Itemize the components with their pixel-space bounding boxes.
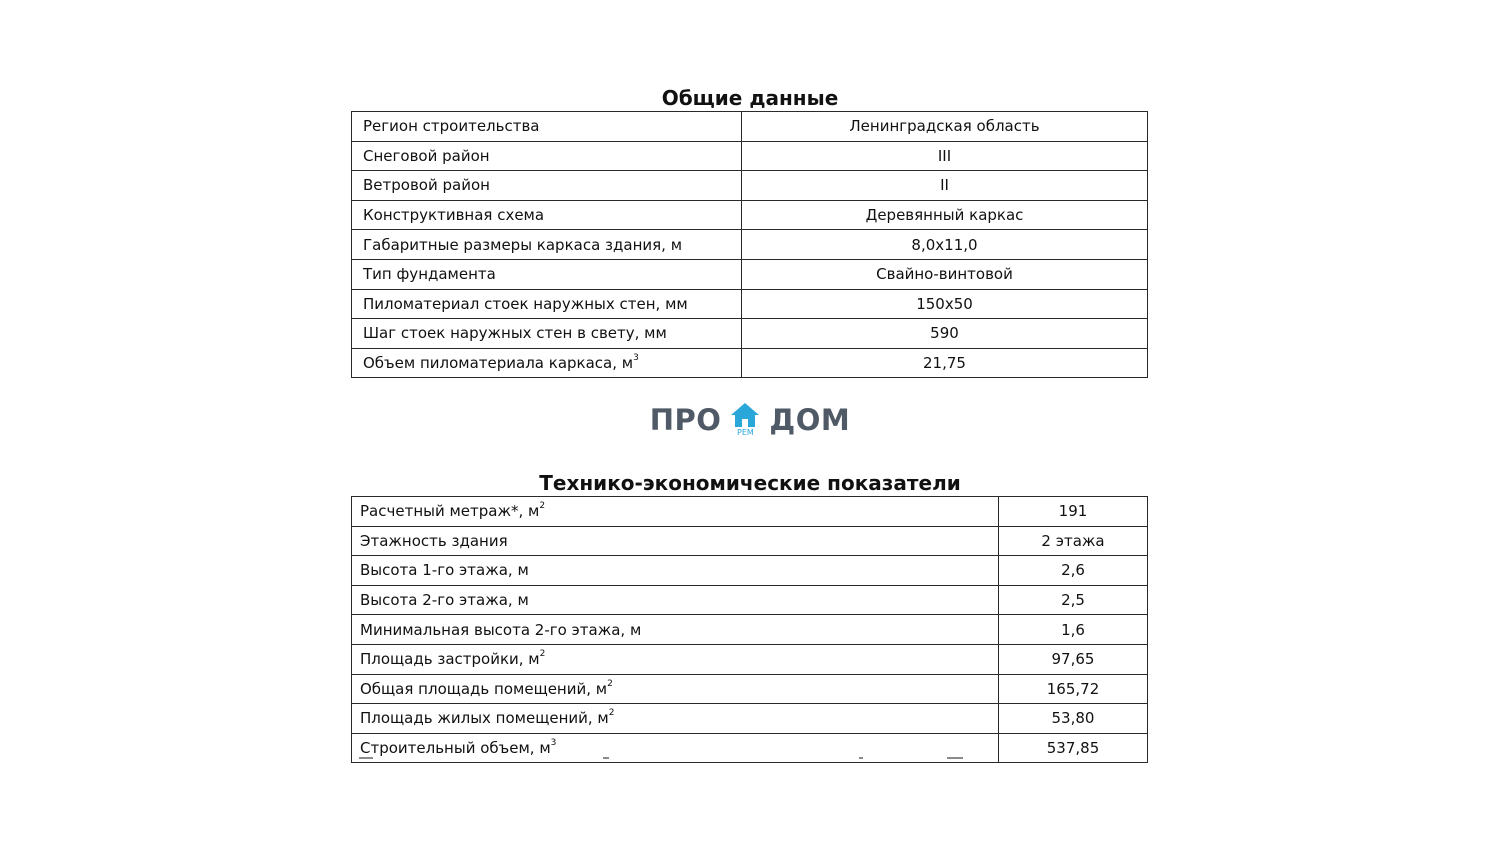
- table-row: [352, 171, 1148, 201]
- row-value: II: [940, 176, 949, 195]
- table-row: [352, 674, 1148, 704]
- row-label: Конструктивная схема: [363, 206, 545, 225]
- row-label: Пиломатериал стоек наружных стен, мм: [363, 294, 688, 313]
- row-label-cell: [352, 319, 742, 349]
- row-label-cell: [352, 171, 742, 201]
- tech-economic-title: Технико-экономические показатели: [539, 471, 961, 495]
- row-label-cell: [352, 585, 999, 615]
- row-label-cell: [352, 112, 742, 142]
- unit-exponent: 2: [608, 708, 615, 719]
- row-value-cell: [999, 497, 1148, 527]
- row-value: 8,0x11,0: [911, 235, 978, 254]
- table-row: [352, 259, 1148, 289]
- row-label: Площадь застройки, м: [360, 650, 540, 669]
- table-row: [352, 526, 1148, 556]
- row-label: Общая площадь помещений, м: [360, 679, 608, 698]
- row-value-cell: [999, 585, 1148, 615]
- row-label: Высота 1-го этажа, м: [360, 561, 529, 580]
- row-label: Строительный объем, м: [360, 739, 551, 758]
- row-label-cell: [352, 141, 742, 171]
- unit-exponent: 3: [633, 353, 639, 364]
- logo-subtext: РЕМ: [737, 428, 754, 437]
- row-label-cell: [352, 644, 999, 674]
- row-label: Этажность здания: [360, 531, 508, 550]
- row-label: Высота 2-го этажа, м: [360, 591, 529, 610]
- table-row: [352, 348, 1148, 378]
- row-value: Ленинградская область: [849, 117, 1040, 136]
- row-value: 150x50: [916, 294, 973, 313]
- logo-text-right: ДОМ: [769, 403, 851, 437]
- row-label-cell: [352, 289, 742, 319]
- table-row: [352, 585, 1148, 615]
- general-data-table: [351, 111, 1148, 378]
- row-value-cell: [742, 259, 1148, 289]
- row-label: Шаг стоек наружных стен в свету, мм: [363, 324, 667, 343]
- row-label-cell: [352, 200, 742, 230]
- row-value-cell: [742, 230, 1148, 260]
- tech-economic-table: [351, 496, 1148, 763]
- row-value: 537,85: [1046, 739, 1100, 758]
- row-label-cell: [352, 615, 999, 645]
- row-value-cell: [742, 141, 1148, 171]
- row-label: Тип фундамента: [363, 265, 496, 284]
- table-row: [352, 556, 1148, 586]
- row-value: 2,5: [1061, 591, 1085, 610]
- table-row: [352, 289, 1148, 319]
- row-value-cell: [999, 704, 1148, 734]
- row-value-cell: [742, 171, 1148, 201]
- row-label-cell: [352, 526, 999, 556]
- row-value: 1,6: [1061, 620, 1085, 639]
- table-row: [352, 141, 1148, 171]
- row-value: 21,75: [923, 354, 966, 373]
- row-value: 590: [930, 324, 959, 343]
- row-label-cell: [352, 704, 999, 734]
- row-value-cell: [999, 556, 1148, 586]
- row-value-cell: [999, 526, 1148, 556]
- unit-exponent: 2: [539, 501, 546, 512]
- row-label-cell: [352, 674, 999, 704]
- row-value: 2,6: [1061, 561, 1085, 580]
- row-value-cell: [742, 112, 1148, 142]
- row-label: Габаритные размеры каркаса здания, м: [363, 235, 683, 254]
- row-value: 53,80: [1051, 709, 1095, 728]
- row-label-cell: [352, 259, 742, 289]
- table-row: [352, 112, 1148, 142]
- table-row: [352, 615, 1148, 645]
- logo-text-left: ПРО: [649, 403, 722, 437]
- row-label: Ветровой район: [363, 176, 490, 195]
- table-row: [352, 704, 1148, 734]
- table-row: [352, 319, 1148, 349]
- row-label: Площадь жилых помещений, м: [360, 709, 609, 728]
- row-value-cell: [742, 348, 1148, 378]
- row-label-cell: [352, 556, 999, 586]
- unit-exponent: 2: [607, 678, 613, 689]
- table-row: [352, 644, 1148, 674]
- row-label-cell: [352, 230, 742, 260]
- cut-off-footnote: [351, 753, 1148, 761]
- row-value-cell: [742, 319, 1148, 349]
- row-value: 2 этажа: [1041, 531, 1105, 550]
- row-value-cell: [999, 644, 1148, 674]
- row-value: 191: [1058, 502, 1088, 521]
- row-value-cell: [742, 289, 1148, 319]
- table-row: [352, 230, 1148, 260]
- row-value: Деревянный каркас: [865, 206, 1024, 225]
- general-data-title: Общие данные: [661, 86, 839, 110]
- logo: [0, 400, 1500, 446]
- row-label: Расчетный метраж*, м: [360, 502, 540, 521]
- row-value: 97,65: [1051, 650, 1095, 669]
- row-label: Объем пиломатериала каркаса, м: [363, 354, 634, 373]
- unit-exponent: 2: [539, 649, 546, 660]
- row-value: III: [937, 146, 952, 165]
- table-row: [352, 200, 1148, 230]
- row-value-cell: [999, 615, 1148, 645]
- table-row: [352, 497, 1148, 527]
- row-label-cell: [352, 348, 742, 378]
- unit-exponent: 3: [550, 738, 557, 749]
- row-label-cell: [352, 497, 999, 527]
- row-value-cell: [742, 200, 1148, 230]
- row-value-cell: [999, 674, 1148, 704]
- row-label: Регион строительства: [363, 117, 540, 136]
- row-label: Минимальная высота 2-го этажа, м: [360, 620, 642, 639]
- row-value: Свайно-винтовой: [876, 265, 1013, 284]
- house-icon: [730, 402, 760, 428]
- row-label: Снеговой район: [363, 146, 490, 165]
- row-value: 165,72: [1046, 679, 1100, 698]
